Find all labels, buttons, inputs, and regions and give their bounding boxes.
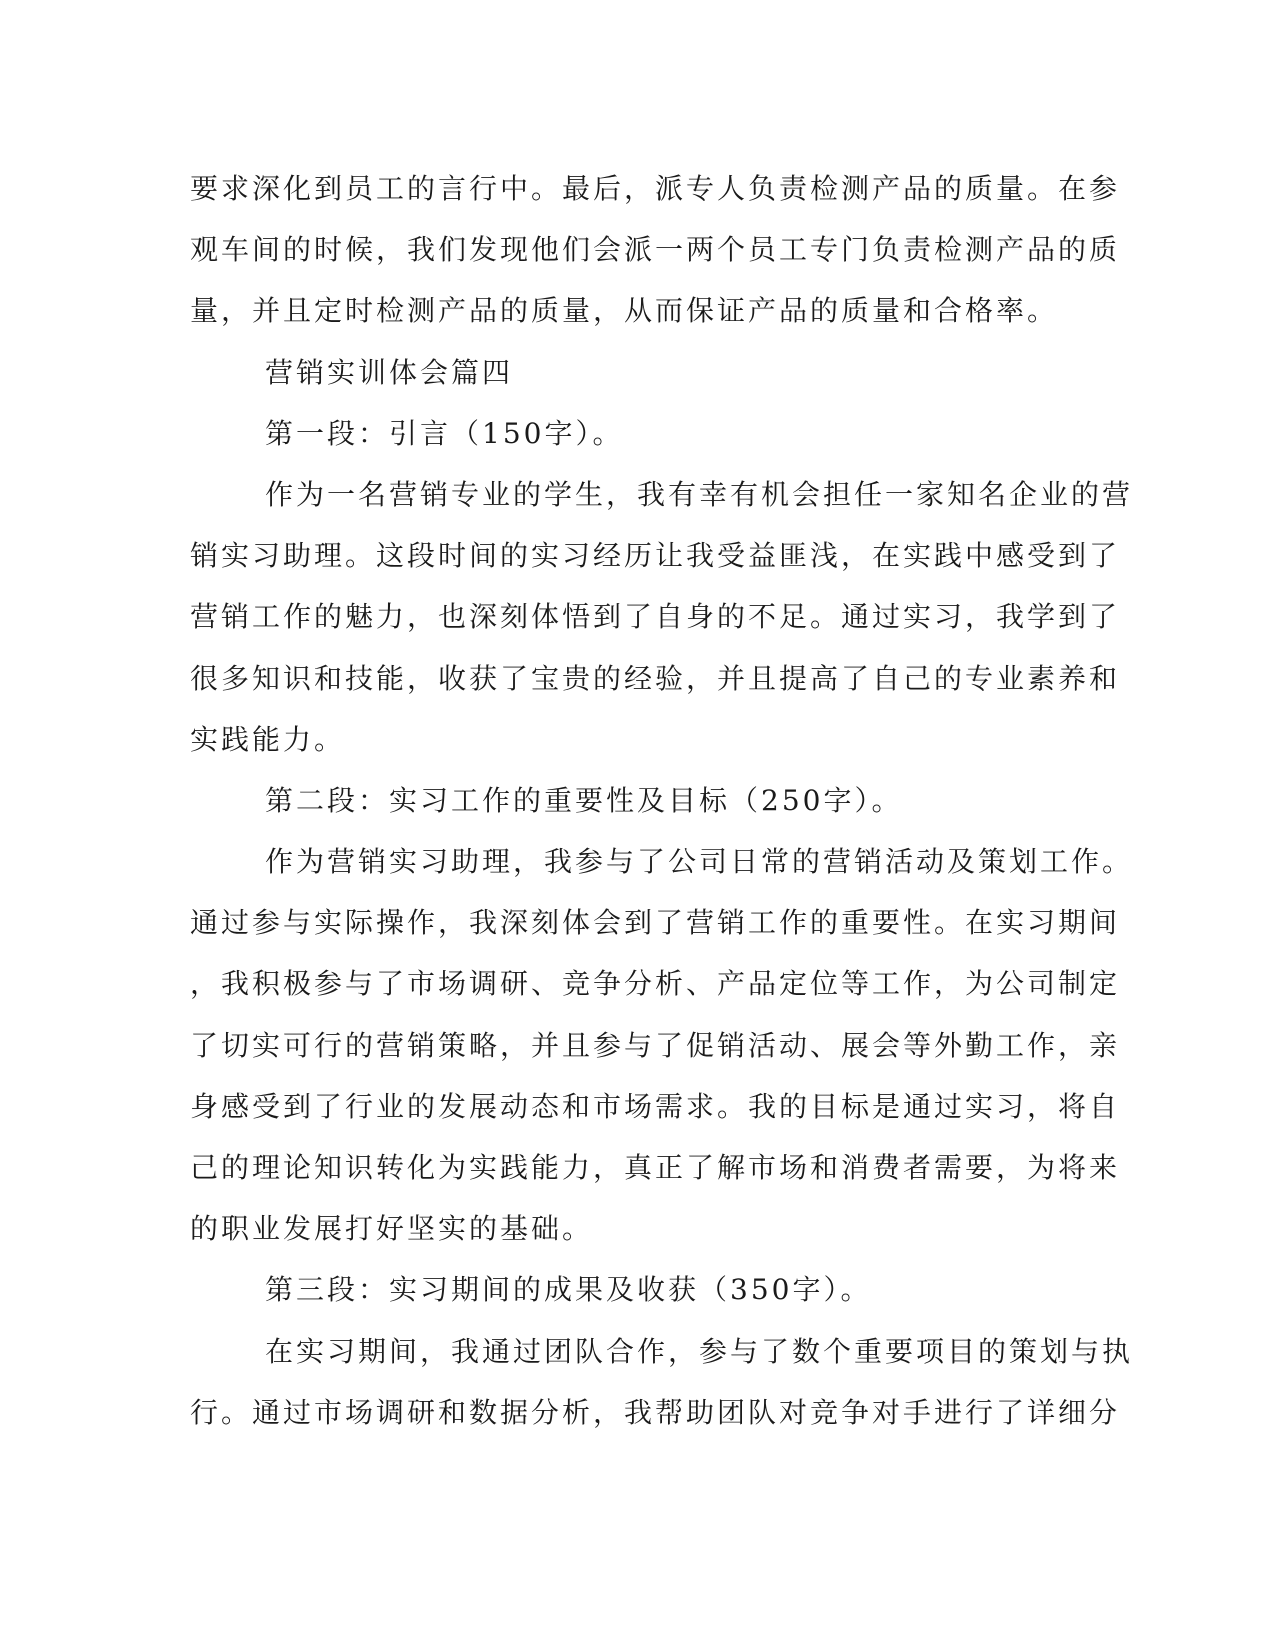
text-line: 营销工作的魅力，也深刻体悟到了自身的不足。通过实习，我学到了 [190,600,1121,634]
text-line: 在实习期间，我通过团队合作，参与了数个重要项目的策划与执 [265,1334,1134,1368]
text-line: 观车间的时候，我们发现他们会派一两个员工专门负责检测产品的质 [190,233,1121,267]
text-line: 己的理论知识转化为实践能力，真正了解市场和消费者需要，为将来 [190,1151,1121,1184]
text-line: 很多知识和技能，收获了宝贵的经验，并且提高了自己的专业素养和 [190,661,1121,695]
text-line: ，我积极参与了市场调研、竞争分析、产品定位等工作，为公司制定 [190,967,1121,1001]
text-line: 行。通过市场调研和数据分析，我帮助团队对竞争对手进行了详细分 [190,1395,1121,1429]
text-line: 第一段：引言（150字）。 [265,416,624,450]
document-body [190,158,1134,1443]
text-line: 量，并且定时检测产品的质量，从而保证产品的质量和合格率。 [190,294,1059,328]
text-line: 作为一名营销专业的学生，我有幸有机会担任一家知名企业的营 [265,477,1134,511]
text-line: 第二段：实习工作的重要性及目标（250字）。 [265,783,903,817]
text-line: 的职业发展打好坚实的基础。 [190,1212,594,1246]
text-line: 作为营销实习助理，我参与了公司日常的营销活动及策划工作。 [265,845,1134,879]
text-line: 实践能力。 [190,722,346,756]
text-line: 了切实可行的营销策略，并且参与了促销活动、展会等外勤工作，亲 [190,1028,1121,1062]
text-line: 销实习助理。这段时间的实习经历让我受益匪浅，在实践中感受到了 [190,539,1121,573]
text-line: 身感受到了行业的发展动态和市场需求。我的目标是通过实习，将自 [190,1089,1121,1123]
text-line: 第三段：实习期间的成果及收获（350字）。 [265,1273,872,1307]
text-line: 要求深化到员工的言行中。最后，派专人负责检测产品的质量。在参 [190,172,1121,205]
text-line: 通过参与实际操作，我深刻体会到了营销工作的重要性。在实习期间 [190,906,1121,940]
text-line: 营销实训体会篇四 [265,355,514,389]
